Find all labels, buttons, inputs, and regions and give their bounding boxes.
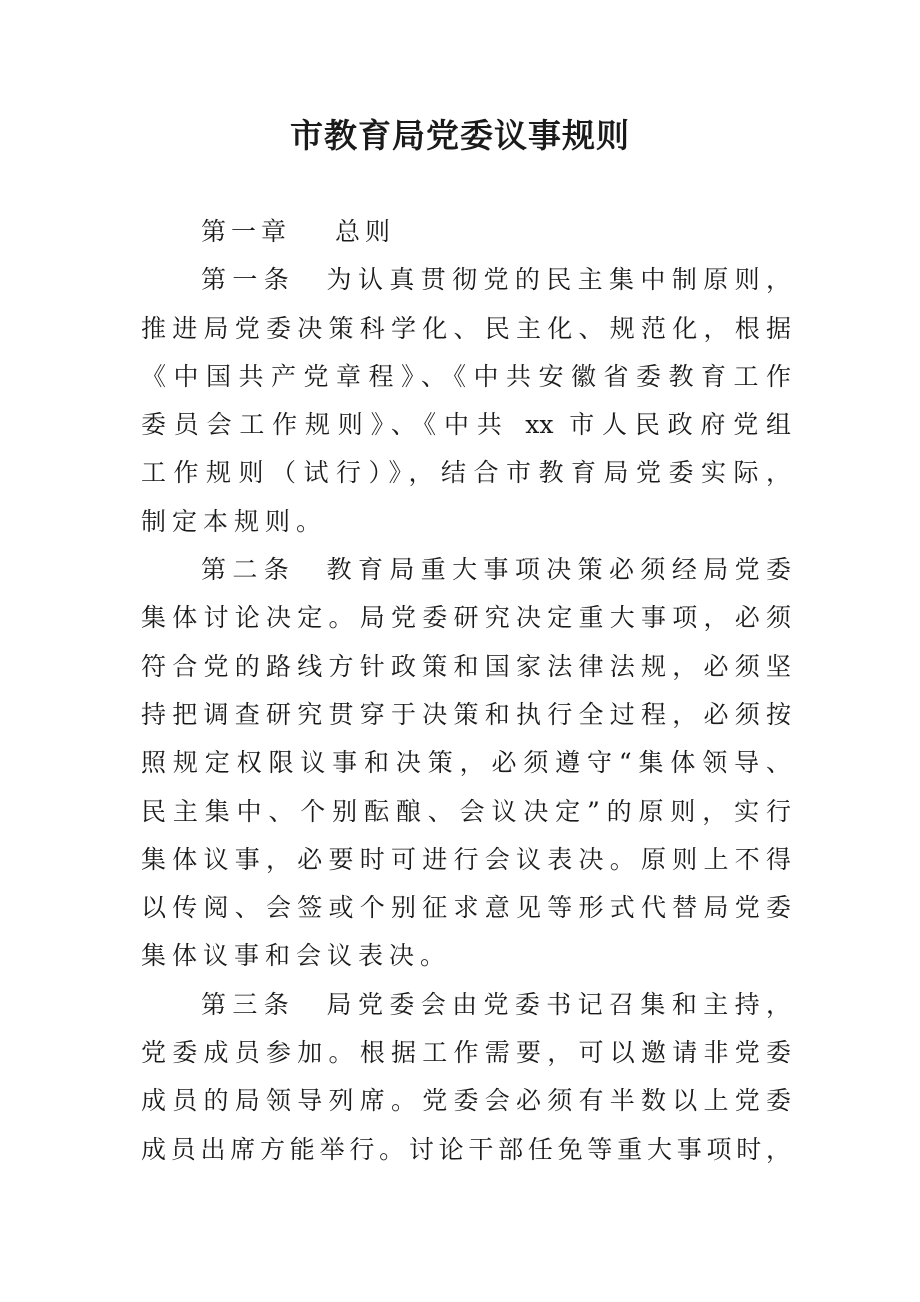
- article-1-line-2: 推进局党委决策科学化、民主化、规范化，根据: [141, 313, 791, 343]
- article-2-line-4: 持把调查研究贯穿于决策和执行全过程，必须按: [141, 699, 791, 729]
- article-2-line-1: 第二条 教育局重大事项决策必须经局党委: [201, 555, 791, 585]
- document-body: [141, 208, 791, 1174]
- article-3-line-4: 成员出席方能举行。讨论干部任免等重大事项时，: [141, 1134, 791, 1164]
- article-2-line-9: 集体议事和会议表决。: [141, 941, 452, 971]
- article-1-line-5: 工作规则（试行）》，结合市教育局党委实际，: [141, 458, 791, 488]
- article-3-line-2: 党委成员参加。根据工作需要，可以邀请非党委: [141, 1038, 791, 1068]
- article-1-line-1: 第一条 为认真贯彻党的民主集中制原则，: [201, 265, 791, 295]
- article-1-line-6: 制定本规则。: [141, 506, 328, 536]
- chapter-heading: [141, 208, 791, 256]
- article-3-line-1: 第三条 局党委会由党委书记召集和主持，: [201, 989, 791, 1019]
- article-2-line-5: 照规定权限议事和决策，必须遵守“集体领导、: [141, 748, 791, 778]
- article-2-line-8: 以传阅、会签或个别征求意见等形式代替局党委: [141, 893, 791, 923]
- article-3-line-3: 成员的局领导列席。党委会必须有半数以上党委: [141, 1086, 791, 1116]
- article-2-line-2: 集体讨论决定。局党委研究决定重大事项，必须: [141, 603, 791, 633]
- article-1-line-4: 委员会工作规则》、《中共 xx 市人民政府党组: [141, 410, 791, 440]
- article-1-line-3: 《中国共产党章程》、《中共安徽省委教育工作: [141, 361, 791, 391]
- article-2-line-3: 符合党的路线方针政策和国家法律法规，必须坚: [141, 651, 791, 681]
- article-2-line-6: 民主集中、个别酝酿、会议决定”的原则，实行: [141, 796, 791, 826]
- document-title: 市教育局党委议事规则: [290, 116, 630, 155]
- chapter-name: 总则: [335, 217, 396, 246]
- chapter-number: 第一章: [201, 217, 292, 246]
- article-2-line-7: 集体议事，必要时可进行会议表决。原则上不得: [141, 844, 791, 874]
